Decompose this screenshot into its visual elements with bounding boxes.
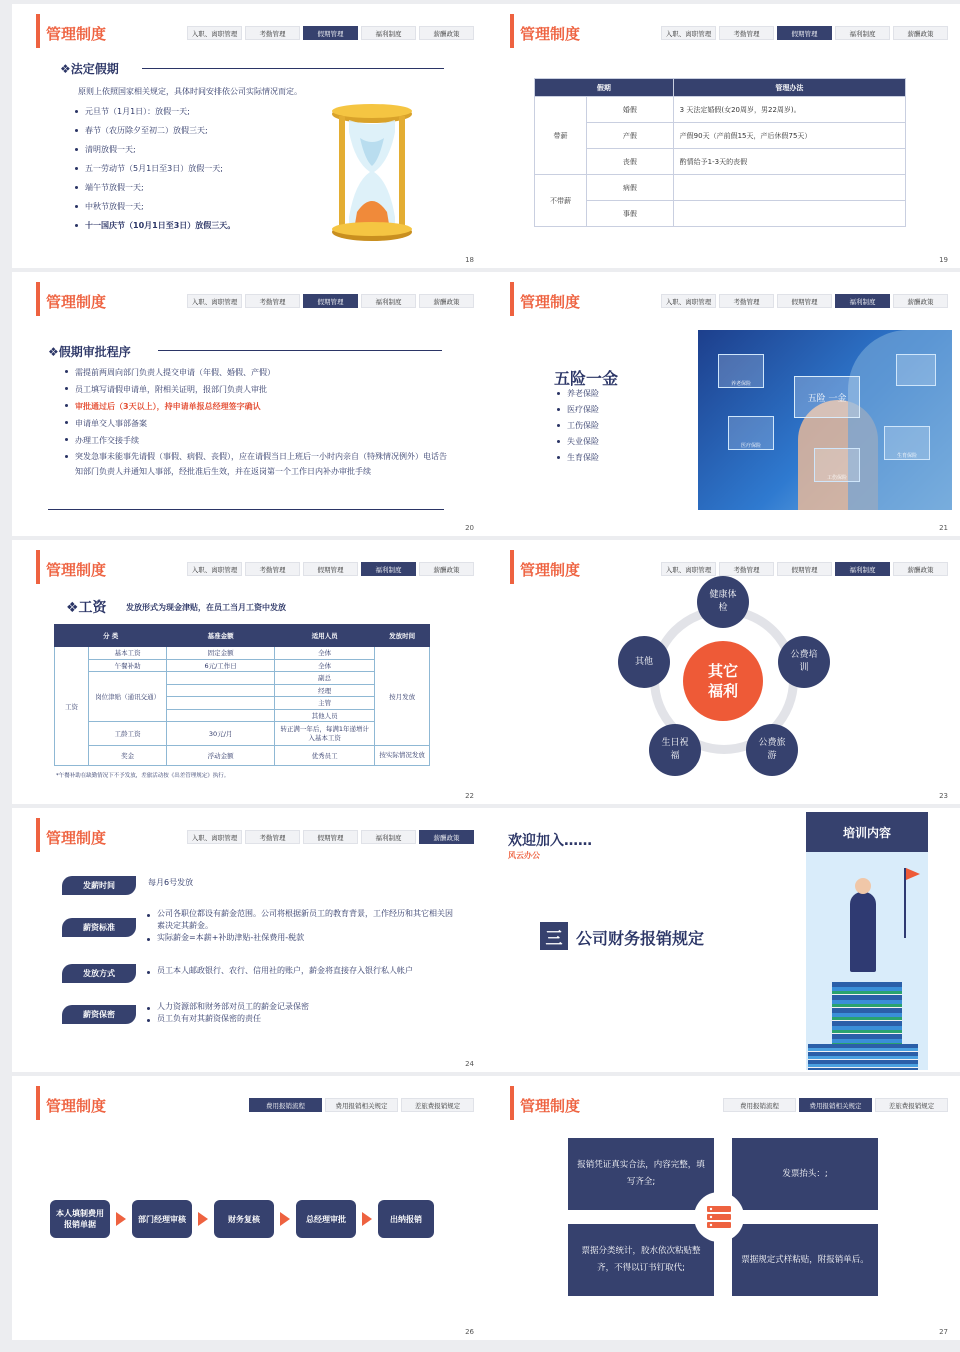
list-item: 端午节放假一天; [74,180,235,195]
footnote: *午餐补助在缺勤情况下不予发放，差旅活动按《出差管理规定》执行。 [56,773,230,779]
tab-welfare[interactable]: 福利制度 [361,830,416,844]
header-title: 管理制度 [520,293,581,311]
list-item: 突发急事未能事先请假（事假、病假、丧假），应在请假当日上班后一小时内亲自（特殊情况例外）电话告知部门负责人并通知人事部，经批准后生效，并在返岗第一个工作日内补办审批手续 [64,449,454,479]
table-header: 假期 [535,79,674,97]
page-number: 27 [939,1328,948,1336]
panel-header: 培训内容 [806,812,928,852]
tab-salary[interactable]: 薪酬政策 [419,830,474,844]
insurance-title: 五险一金 [554,369,619,388]
pay-standard-list [146,908,458,944]
arrow-icon [280,1212,290,1226]
list-item: 中秋节放假一天; [74,199,235,214]
table-header: 适用人员 [275,625,375,647]
label-pay-time: 发薪时间 [62,876,136,895]
leave-desc: 酌情给予1-3天的丧假 [673,149,905,175]
center-badge [694,1192,744,1242]
header-title: 管理制度 [520,1097,581,1115]
label-pay-standard: 薪资标准 [62,918,136,937]
tab-hr[interactable]: 入职、离职管理 [187,830,242,844]
list-item: 员工填写请假申请单，附相关证明，报部门负责人审批 [64,381,454,398]
list-item: 员工负有对其薪资保密的责任 [146,1013,458,1025]
rule-box-1: 报销凭证真实合法，内容完整，填写齐全; [568,1138,714,1210]
table-cell: 全体 [275,659,375,672]
rule-box-4: 票据规定式样粘贴，附报销单后。 [732,1224,878,1296]
leave-desc: 3 天法定婚假(女20周岁，男22周岁)。 [673,97,905,123]
label-pay-secrecy: 薪资保密 [62,1005,136,1024]
list-item: 实际薪金=本薪+补助津贴-社保费用-税款 [146,932,458,944]
table-cell: 主管 [275,697,375,710]
arrow-icon [198,1212,208,1226]
person-figure [850,892,876,972]
list-item: 失业保险 [556,434,599,450]
leave-type: 病假 [587,175,674,201]
slide-22 [12,540,486,804]
tab-attendance[interactable]: 考勤管理 [245,562,300,576]
header-title: 管理制度 [46,293,107,311]
table-cell [167,672,275,685]
page-number: 18 [465,256,474,264]
tab-travel-rules[interactable]: 差旅费报销规定 [875,1098,948,1112]
header-title: 管理制度 [520,25,581,43]
header-bar [36,1086,40,1120]
tab-bar [723,1098,948,1112]
chapter-number: 三 [540,922,568,950]
tab-attendance[interactable]: 考勤管理 [245,294,300,308]
leave-desc [673,175,905,201]
table-cell: 工龄工资 [89,722,167,746]
leave-type: 婚假 [587,97,674,123]
list-item: 人力资源部和财务部对员工的薪金记录保密 [146,1001,458,1013]
list-item: 十一国庆节（10月1日至3日）放假三天。 [74,218,235,233]
header-bar [36,14,40,48]
tab-attendance[interactable]: 考勤管理 [719,562,774,576]
page-number: 19 [939,256,948,264]
tab-bar [661,26,948,40]
table-cell: 按月发放 [375,647,430,746]
chapter-title: 公司财务报销规定 [576,929,705,948]
tab-salary[interactable]: 薪酬政策 [893,26,948,40]
table-cell: 6元/工作日 [167,659,275,672]
page-number: 24 [465,1060,474,1068]
list-item: 申请单交人事部备案 [64,415,454,432]
table-cell: 经理 [275,684,375,697]
tab-expense-process[interactable]: 费用报销流程 [723,1098,796,1112]
tab-hr[interactable]: 入职、离职管理 [187,562,242,576]
node-other [618,636,670,688]
tab-welfare[interactable]: 福利制度 [835,294,890,308]
intro-text: 原则上依照国家相关规定，具体时间安排依公司实际情况而定。 [78,87,302,96]
slide-27 [486,1076,960,1340]
label-pay-method: 发放方式 [62,964,136,983]
list-item: 医疗保险 [556,402,599,418]
page-number: 21 [939,524,948,532]
tab-bar [187,294,474,308]
header-title: 管理制度 [46,25,107,43]
node-label: 公费培训 [790,650,818,673]
slide-23 [486,540,960,804]
house-icon [896,354,936,386]
tab-expense-process[interactable]: 费用报销流程 [249,1098,322,1112]
tab-welfare[interactable]: 福利制度 [835,26,890,40]
tab-salary[interactable]: 薪酬政策 [419,26,474,40]
table-header: 基准金额 [167,625,275,647]
step-3: 财务复核 [214,1200,274,1238]
pay-method-list [146,965,458,977]
header-title: 管理制度 [46,561,107,579]
table-cell [167,697,275,710]
company-name: 风云办公 [508,851,540,860]
divider [142,68,444,69]
tab-attendance[interactable]: 考勤管理 [245,830,300,844]
person-head [855,878,871,894]
leave-desc: 产假90天（产前假15天，产后休假75天） [673,123,905,149]
list-item: 需提前两周向部门负责人提交申请（年假、婚假、产假） [64,364,454,381]
tab-travel-rules[interactable]: 差旅费报销规定 [401,1098,474,1112]
slide-18 [12,4,486,268]
header-bar [36,818,40,852]
list-item: 元旦节（1月1日）：放假一天; [74,104,235,119]
tab-salary[interactable]: 薪酬政策 [419,294,474,308]
tab-hr[interactable]: 入职、离职管理 [661,26,716,40]
header-bar [510,1086,514,1120]
leave-type: 事假 [587,201,674,227]
step-5: 出纳报销 [378,1200,434,1238]
leave-type: 产假 [587,123,674,149]
tab-leave[interactable]: 假期管理 [303,294,358,308]
divider [158,350,442,351]
node-birthday [649,724,701,776]
list-item: 五一劳动节（5月1日至3日）放假一天; [74,161,235,176]
group-paid: 带薪 [535,97,587,175]
tab-attendance[interactable]: 考勤管理 [719,294,774,308]
tab-bar [187,26,474,40]
table-header: 分 类 [55,625,167,647]
table-cell: 基本工资 [89,647,167,660]
tab-expense-rules[interactable]: 费用报销相关规定 [799,1098,872,1112]
slide-20 [12,272,486,536]
table-cell: 全体 [275,647,375,660]
tab-hr[interactable]: 入职、离职管理 [661,562,716,576]
tab-expense-rules[interactable]: 费用报销相关规定 [325,1098,398,1112]
pay-time-text: 每月6号发放 [148,878,194,887]
tab-bar [187,830,474,844]
tab-salary[interactable]: 薪酬政策 [893,294,948,308]
tab-hr[interactable]: 入职、离职管理 [661,294,716,308]
table-cell: 副总 [275,672,375,685]
center-label: 五险 一金 [794,376,860,418]
section-title: ❖工资 [66,600,107,616]
header-bar [36,550,40,584]
node-label: 其他 [634,656,653,667]
tab-attendance[interactable]: 考勤管理 [245,26,300,40]
arrow-icon [116,1212,126,1226]
table-cell: 岗位津贴（通讯交通） [89,672,167,722]
insurance-list [556,386,599,466]
approval-steps [64,364,454,479]
list-item: 审批通过后（3天以上），持申请单报总经理签字确认 [64,398,454,415]
list-item: 清明放假一天; [74,142,235,157]
list-item: 生育保险 [556,450,599,466]
section-title: ❖假期审批程序 [48,345,131,359]
slide-26 [12,1076,486,1340]
header-title: 管理制度 [46,1097,107,1115]
page-number: 26 [465,1328,474,1336]
header-bar [510,14,514,48]
tab-leave[interactable]: 假期管理 [303,26,358,40]
page-number: 22 [465,792,474,800]
tab-bar [661,294,948,308]
hourglass-icon [327,102,417,247]
node-label: 生日祝福 [661,738,689,761]
table-cell: 奖金 [89,746,167,766]
section-subtitle: 发放形式为现金津贴，在员工当月工资中发放 [126,603,286,612]
node-health [697,576,749,628]
arrow-icon [362,1212,372,1226]
table-cell: 浮动金额 [167,746,275,766]
tab-welfare[interactable]: 福利制度 [835,562,890,576]
slide-25 [486,808,960,1072]
list-item: 员工本人邮政银行、农行、信用社的账户，薪金将直接存入银行私人帐户 [146,965,458,977]
group-unpaid: 不带薪 [535,175,587,227]
rule-box-2: 发票抬头：; [732,1138,878,1210]
tab-bar [249,1098,474,1112]
medical-icon: 医疗保险 [728,416,774,450]
node-travel [746,724,798,776]
table-cell [167,684,275,697]
tab-leave[interactable]: 假期管理 [777,562,832,576]
group-cell: 工资 [55,647,89,766]
step-1: 本人填制费用报销单据 [50,1200,110,1238]
leave-desc [673,201,905,227]
tab-bar [661,562,948,576]
table-header: 发放时间 [375,625,430,647]
center-label: 其它福利 [707,662,738,700]
step-2: 部门经理审核 [132,1200,192,1238]
table-cell: 固定金额 [167,647,275,660]
tab-leave[interactable]: 假期管理 [303,830,358,844]
tab-leave[interactable]: 假期管理 [777,294,832,308]
page-number: 23 [939,792,948,800]
illustration-panel [806,852,928,1070]
list-item: 春节（农历除夕至初二）放假三天; [74,123,235,138]
section-title: ❖法定假期 [60,62,119,76]
step-4: 总经理审批 [296,1200,356,1238]
header-bar [36,282,40,316]
page-number: 20 [465,524,474,532]
injury-icon: 工伤保险 [814,448,860,482]
pay-secrecy-list [146,1001,458,1025]
server-icon [706,1205,732,1229]
tab-salary[interactable]: 薪酬政策 [893,562,948,576]
tab-attendance[interactable]: 考勤管理 [719,26,774,40]
slide-19 [486,4,960,268]
tab-welfare[interactable]: 福利制度 [361,562,416,576]
rule-box-3: 票据分类统计，胶水依次粘贴整齐，不得以订书钉取代; [568,1224,714,1296]
node-label: 公费旅游 [758,738,786,761]
salary-table [54,624,430,766]
divider [48,509,444,510]
tab-hr[interactable]: 入职、离职管理 [187,294,242,308]
book-stack-base [808,1044,918,1070]
table-cell: 午餐补助 [89,659,167,672]
list-item: 公司各职位都设有薪金范围。公司将根据新员工的教育背景，工作经历和其它相关因素决定其薪金。 [146,908,458,932]
header-bar [510,282,514,316]
table-cell: 30元/月 [167,722,275,746]
maternity-icon: 生育保险 [884,426,930,460]
header-title: 管理制度 [520,561,581,579]
slide-24 [12,808,486,1072]
center-circle [683,641,763,721]
table-cell: 转正满一年后，每满1年递增计入基本工资 [275,722,375,746]
tab-welfare[interactable]: 福利制度 [361,26,416,40]
leave-table [534,78,906,227]
insurance-image [698,330,952,510]
tab-hr[interactable]: 入职、离职管理 [187,26,242,40]
list-item: 养老保险 [556,386,599,402]
header-bar [510,550,514,584]
table-cell: 按实际情况发放 [375,746,430,766]
flag-icon [906,868,920,880]
header-title: 管理制度 [46,829,107,847]
table-cell: 优秀员工 [275,746,375,766]
tab-bar [187,562,474,576]
tab-salary[interactable]: 薪酬政策 [419,562,474,576]
list-item: 工伤保险 [556,418,599,434]
node-label: 健康体检 [709,590,737,613]
node-training [778,636,830,688]
table-cell: 其他人员 [275,709,375,722]
slide-21 [486,272,960,536]
tab-welfare[interactable]: 福利制度 [361,294,416,308]
tab-leave[interactable]: 假期管理 [303,562,358,576]
tab-leave[interactable]: 假期管理 [777,26,832,40]
table-header: 管理办法 [673,79,905,97]
table-cell [167,709,275,722]
welcome-text: 欢迎加入…… [508,833,592,849]
leave-type: 丧假 [587,149,674,175]
holiday-list [74,104,235,233]
pension-icon: 养老保险 [718,354,764,388]
list-item: 办理工作交接手续 [64,432,454,449]
